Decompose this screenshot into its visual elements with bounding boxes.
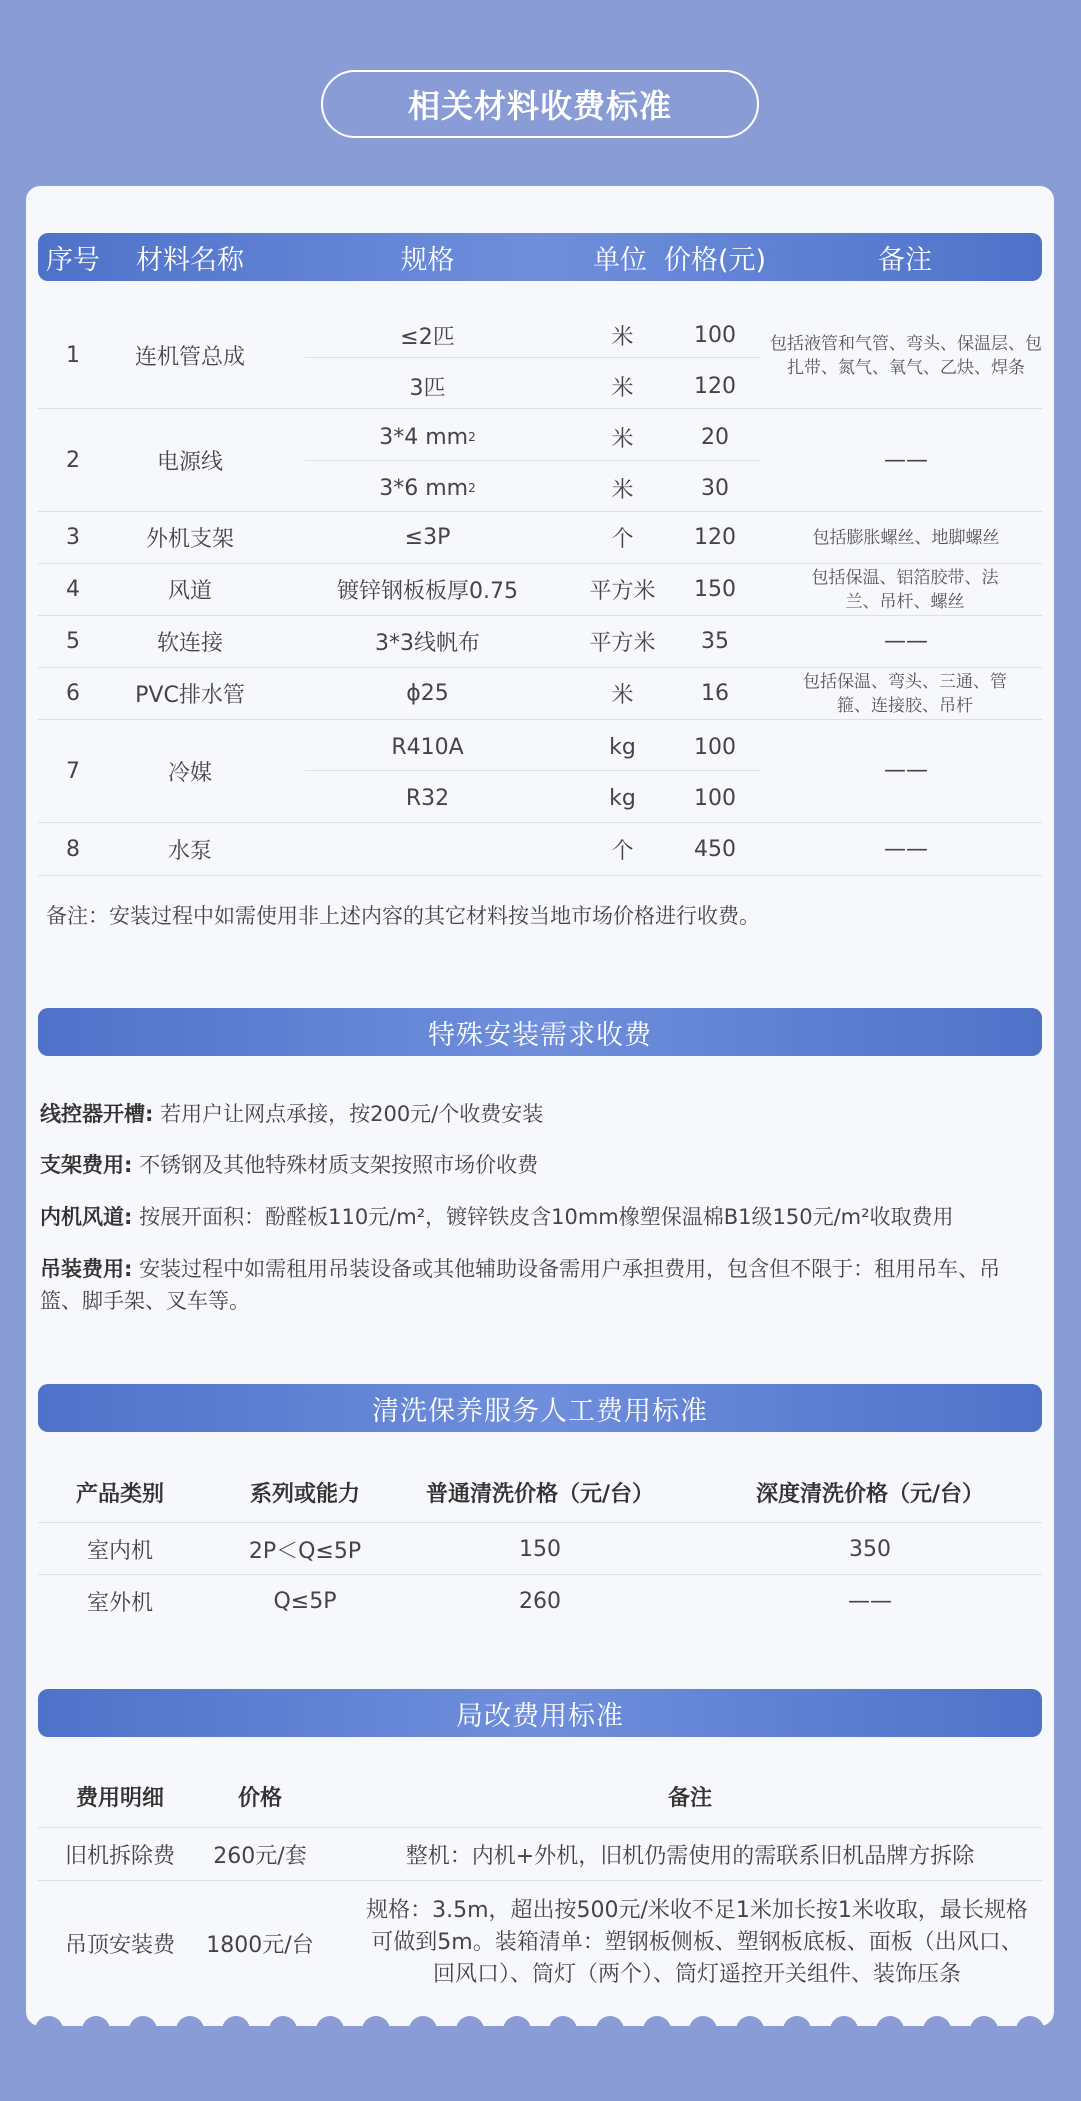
row6-no: 6 bbox=[66, 681, 80, 706]
row2-note: —— bbox=[884, 447, 928, 473]
row5-note: —— bbox=[884, 629, 928, 654]
row1-name: 连机管总成 bbox=[134, 344, 245, 370]
special-section-title: 特殊安装需求收费 bbox=[38, 1008, 1042, 1056]
row5-spec: 3*3线帆布 bbox=[375, 631, 480, 656]
renovation-header-note: 备注 bbox=[667, 1785, 712, 1811]
header-name: 材料名称 bbox=[136, 244, 244, 276]
row8-no: 8 bbox=[66, 836, 80, 862]
row3-unit: 个 bbox=[611, 527, 634, 552]
row6-name: PVC排水管 bbox=[135, 683, 245, 708]
cleaning-row1-deep: 350 bbox=[849, 1536, 891, 1562]
row1-unit-a: 米 bbox=[611, 324, 634, 350]
row2-spec-a: 3*4 mm 2 bbox=[379, 424, 476, 450]
renovation-header-item: 费用明细 bbox=[75, 1785, 164, 1811]
row8-unit: 个 bbox=[611, 838, 634, 864]
renovation-row2-note: 规格：3.5m，超出按500元/米收不足1米加长按1米收取，最长规格可做到5m。装箱清单：塑钢板侧板、塑钢板底板、面板（出风口、回风口）、筒灯（两个）、筒灯遥控开关组件、装饰压条 bbox=[366, 1898, 1028, 1987]
cleaning-row1-series: 2P＜Q≤5P bbox=[248, 1538, 362, 1564]
row8-name: 水泵 bbox=[167, 838, 212, 864]
renovation-row1-note: 整机：内机+外机，旧机仍需使用的需联系旧机品牌方拆除 bbox=[405, 1843, 975, 1869]
row-divider bbox=[38, 875, 1042, 876]
materials-footnote: 备注：安装过程中如需使用非上述内容的其它材料按当地市场价格进行收费。 bbox=[46, 904, 760, 928]
row2-no: 2 bbox=[66, 447, 80, 473]
row7-spec-a: R410A bbox=[391, 734, 464, 760]
row4-no: 4 bbox=[66, 577, 80, 602]
row7-unit-b: kg bbox=[609, 785, 636, 811]
row7-note: —— bbox=[884, 757, 928, 783]
row7-price-b: 100 bbox=[694, 785, 736, 811]
row4-note: 包括保温、铝箔胶带、法兰、吊杆、螺丝 bbox=[811, 567, 999, 612]
row8-price: 450 bbox=[694, 836, 736, 862]
row6-spec: ϕ25 bbox=[406, 681, 449, 706]
cleaning-header-series: 系列或能力 bbox=[249, 1481, 360, 1507]
row3-price: 120 bbox=[694, 525, 736, 550]
header-note: 备注 bbox=[878, 244, 932, 276]
row5-unit: 平方米 bbox=[589, 631, 656, 656]
row3-note: 包括膨胀螺丝、地脚螺丝 bbox=[812, 527, 1000, 548]
special-item-4: 吊装费用: 安装过程中如需租用吊装设备或其他辅助设备需用户承担费用，包含但不限于：租用吊车、吊篮、脚手架、叉车等。 bbox=[40, 1257, 1001, 1313]
row6-unit: 米 bbox=[611, 683, 634, 708]
renovation-row2-price: 1800元/台 bbox=[206, 1932, 314, 1958]
row6-price: 16 bbox=[701, 681, 729, 706]
row1-divider bbox=[305, 357, 760, 358]
cleaning-row1-category: 室内机 bbox=[86, 1538, 153, 1564]
cleaning-row2-series: Q≤5P bbox=[273, 1588, 337, 1614]
row1-unit-b: 米 bbox=[611, 375, 634, 401]
renovation-header-price: 价格 bbox=[237, 1785, 282, 1811]
header-no: 序号 bbox=[46, 244, 100, 276]
page-title: 相关材料收费标准 bbox=[321, 70, 759, 138]
row8-note: —— bbox=[884, 836, 928, 862]
row1-price-a: 100 bbox=[694, 322, 736, 348]
row7-no: 7 bbox=[66, 758, 80, 784]
header-price: 价格(元) bbox=[663, 244, 767, 276]
header-unit: 单位 bbox=[593, 244, 647, 276]
cleaning-row2-deep: —— bbox=[848, 1588, 892, 1614]
row2-unit-a: 米 bbox=[611, 426, 634, 452]
cleaning-row1-normal: 150 bbox=[519, 1536, 561, 1562]
row2-name: 电源线 bbox=[156, 449, 223, 475]
row2-price-a: 20 bbox=[701, 424, 729, 450]
row5-price: 35 bbox=[701, 629, 729, 654]
renovation-row1-item: 旧机拆除费 bbox=[64, 1843, 175, 1869]
row3-spec: ≤3P bbox=[404, 525, 451, 550]
row2-spec-b: 3*6 mm 2 bbox=[379, 475, 476, 501]
row7-price-a: 100 bbox=[694, 734, 736, 760]
special-item-1: 线控器开槽: 若用户让网点承接，按200元/个收费安装 bbox=[40, 1102, 544, 1126]
row2-price-b: 30 bbox=[701, 475, 729, 501]
row4-unit: 平方米 bbox=[589, 579, 656, 604]
row7-divider bbox=[305, 770, 760, 771]
cleaning-row2-normal: 260 bbox=[519, 1588, 561, 1614]
row4-spec: 镀锌钢板板厚0.75 bbox=[337, 579, 518, 604]
special-item-2: 支架费用: 不锈钢及其他特殊材质支架按照市场价收费 bbox=[40, 1153, 539, 1177]
cleaning-row2-category: 室外机 bbox=[86, 1590, 153, 1616]
row7-unit-a: kg bbox=[609, 734, 636, 760]
row7-spec-b: R32 bbox=[405, 785, 450, 811]
row7-name: 冷媒 bbox=[167, 760, 212, 786]
cleaning-header-deep: 深度清洗价格（元/台） bbox=[755, 1481, 985, 1507]
cleaning-section-title: 清洗保养服务人工费用标准 bbox=[38, 1384, 1042, 1432]
row2-unit-b: 米 bbox=[611, 477, 634, 503]
cleaning-header-category: 产品类别 bbox=[75, 1481, 164, 1507]
row1-spec-b: 3匹 bbox=[409, 375, 446, 401]
cleaning-header-normal: 普通清洗价格（元/台） bbox=[425, 1481, 655, 1507]
row5-no: 5 bbox=[66, 629, 80, 654]
header-spec: 规格 bbox=[400, 244, 455, 276]
row1-price-b: 120 bbox=[694, 373, 736, 399]
row6-note: 包括保温、弯头、三通、管箍、连接胶、吊杆 bbox=[803, 671, 1007, 716]
scalloped-edge bbox=[26, 2012, 1054, 2048]
row4-name: 风道 bbox=[167, 579, 212, 604]
row3-name: 外机支架 bbox=[145, 527, 234, 552]
row4-price: 150 bbox=[694, 577, 736, 602]
row1-no: 1 bbox=[66, 342, 80, 368]
row5-name: 软连接 bbox=[156, 631, 223, 656]
row1-note: 包括液管和气管、弯头、保温层、包扎带、氮气、氧气、乙炔、焊条 bbox=[770, 334, 1042, 378]
row-divider bbox=[38, 1574, 1042, 1575]
renovation-row2-item: 吊顶安装费 bbox=[64, 1932, 175, 1958]
renovation-section-title: 局改费用标准 bbox=[38, 1689, 1042, 1737]
row-divider bbox=[38, 1522, 1042, 1523]
renovation-row1-price: 260元/套 bbox=[213, 1843, 307, 1869]
row1-spec-a: ≤2匹 bbox=[400, 324, 455, 350]
special-item-3: 内机风道: 按展开面积：酚醛板110元/m²，镀锌铁皮含10mm橡塑保温棉B1级150元/m²收取费用 bbox=[40, 1205, 954, 1229]
row3-no: 3 bbox=[66, 525, 80, 550]
row2-divider bbox=[305, 460, 760, 461]
